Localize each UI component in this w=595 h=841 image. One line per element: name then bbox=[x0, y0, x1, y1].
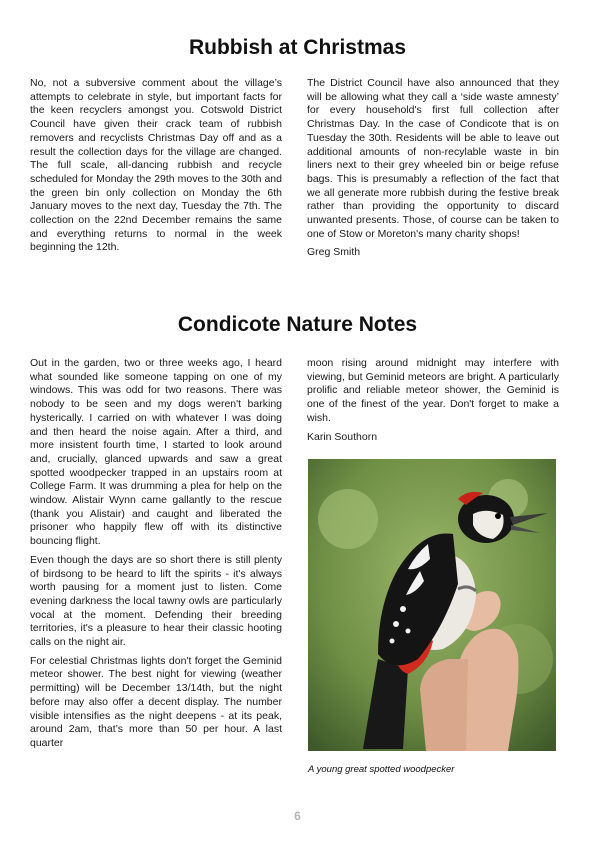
article-title-nature-notes: Condicote Nature Notes bbox=[177, 313, 418, 336]
article-rubbish-right-paragraphs bbox=[307, 77, 559, 241]
paragraph: Even though the days are so short there is still plenty of birdsong to be heard to lift the spirits - it's always worth pausing for a moment just to listen. Come evening darkness the local tawny owls are particularly vocal at the moment. Defending their breeding territories, it's a pleasure to hear their classic hooting calls on the night air. bbox=[30, 553, 282, 649]
page-number: 6 bbox=[294, 809, 301, 823]
paragraph: Out in the garden, two or three weeks ago, I heard what sounded like someone tapping on one of my windows. This was odd for two reasons. There was nobody to be seen and my dogs weren't barking hysterically. I carried on with whatever I was doing and then heard the noise again. After a third, and more insistent fourth time, I started to look around and, crucially, glanced upwards and saw a great spotted woodpecker trapped in an upstairs room at College Farm. It was drumming a plea for help on the window. Alistair Wynn came gallantly to the rescue (thank you Alistair) and caught and liberated the prisoner who happily flew off with its distinctive bouncing flight. bbox=[30, 357, 282, 548]
paragraph: moon rising around midnight may interfere with viewing, but Geminid meteors are bright. A particularly prolific and reliable meteor shower, the Geminid is one of the finest of the year. Don't forget to make a wish. bbox=[307, 357, 559, 424]
article-rubbish-right-column bbox=[307, 77, 559, 265]
nature-notes-right-column bbox=[307, 357, 559, 449]
paragraph: No, not a subversive comment about the village’s attempts to celebrate in style, but important facts for the keen recyclers amongst you. Cotswold District Council have given their crack team of rubbish removers and recyclists Christmas Day off and as a result the collection days for the village are changed. The full scale, all-dancing rubbish and recycle scheduled for Monday the 29th moves to the 30th and the green bin only collection on Monday the 6th January moves to the next day, Tuesday the 7th. The collection on the 22nd December remains the same and everything returns to normal in the week beginning the 12th. bbox=[30, 77, 282, 254]
paragraph: The District Council have also announced that they will be allowing what they call a ‘side waste amnesty’ for every household's first full collection after Christmas Day. In the case of Condicote that is on Tuesday the 30th. Residents will be able to leave out additional amounts of non-recylable waste in bin liners next to their grey wheeled bin or beige refuse bags. This is presumably a reflection of the fact that we all generate more rubbish during the festive break rather than providing the opportunity to discard unwanted presents. Those, of course can be taken to one of Stow or Moreton's many charity shops! bbox=[307, 77, 559, 240]
paragraph: For celestial Christmas lights don't forget the Geminid meteor shower. The best night for viewing (weather permitting) will be December 13/14th, but the night before may also offer a decent display. The number visible intensifies as the night deepens - at its peak, around 2am, that’s more than 50 per hour. A last quarter bbox=[30, 654, 282, 749]
author-karin-southorn: Karin Southorn bbox=[307, 430, 378, 443]
woodpecker-photo bbox=[308, 459, 556, 751]
author-greg-smith: Greg Smith bbox=[307, 246, 361, 259]
photo-caption: A young great spotted woodpecker bbox=[308, 764, 455, 775]
nature-notes-right-paragraphs bbox=[307, 357, 559, 426]
article-title-rubbish: Rubbish at Christmas bbox=[188, 36, 407, 59]
article-rubbish-left-column bbox=[30, 77, 282, 260]
nature-notes-left-column bbox=[30, 357, 282, 756]
